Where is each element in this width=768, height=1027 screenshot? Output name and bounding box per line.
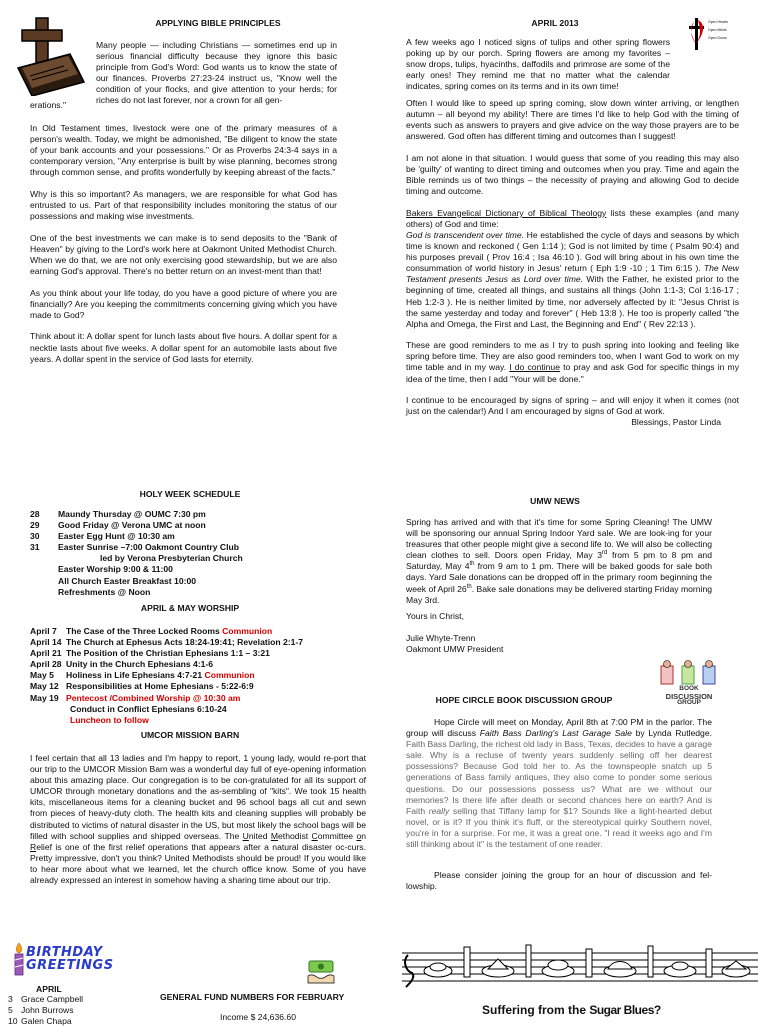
dessert-border-icon xyxy=(402,943,758,993)
worship-date: May 12 xyxy=(30,681,59,692)
holy-week-event: Easter Sunrise –7:00 Oakmont Country Club xyxy=(58,542,239,553)
worship-row xyxy=(30,659,360,670)
worship-row xyxy=(30,681,360,692)
birthday-banner xyxy=(26,946,146,972)
logo-slogans xyxy=(708,18,728,42)
sugar-title-b: Sugar Blues xyxy=(589,1003,654,1017)
book-discussion-logo xyxy=(658,660,720,706)
umcor-u: R xyxy=(30,841,37,852)
hope-p1 xyxy=(406,717,712,850)
umcor-body-b: elief is one of the first relief operations that appears after a natural disaster oc-curs. Pretty impressive, don't you think? United Methodists should be proud! If you would like to hear more about what we learned, let the church office know. Some of you have already expressed an interest in somehow having a sharing time about our trip. xyxy=(30,841,366,886)
fund-income: Income $ 24,636.60 xyxy=(220,1012,296,1022)
umcor-u: C xyxy=(311,830,318,841)
book-title: Faith Bass Darling's Last Garage Sale xyxy=(479,728,632,739)
bible-p2: In Old Testament times, livestock were one of the primary measures of a person's wealth. Today, we might be admonished, "Be diligent to know the state of your bank accounts and your possessions." Or as Proverbs 24:3-4 says in a contemporary version, "Any enterprise is built by wise planning, becomes strong through common sense, and profits wonderfully by keeping abreast of the facts." xyxy=(30,123,337,178)
worship-row xyxy=(30,626,360,637)
april-p5-b: to pray and ask God for specific things in my idea of the time, then I add "Your will be done." xyxy=(406,362,740,384)
book-logo-line-3: GROUP xyxy=(677,699,701,706)
april-p4-italic: God is transcendent over time. xyxy=(406,229,524,240)
birthday-row xyxy=(8,1005,128,1016)
birthday-row xyxy=(8,994,128,1005)
holy-week-row xyxy=(30,542,350,553)
umw-closing: Yours in Christ, xyxy=(406,611,464,621)
holy-week-cont-1: led by Verona Presbyterian Church xyxy=(100,553,243,564)
worship-sermon: The Case of the Three Locked Rooms xyxy=(66,626,223,636)
dictionary-title: Bakers Evangelical Dictionary of Biblical Theology xyxy=(406,207,607,218)
worship-date: April 14 xyxy=(30,637,62,648)
worship-date: April 28 xyxy=(30,659,62,670)
april-signoff: Blessings, Pastor Linda xyxy=(631,417,721,428)
holy-week-cont-3: All Church Easter Breakfast 10:00 xyxy=(58,575,197,586)
book-logo-text xyxy=(658,686,720,707)
worship-sermon: Unity in the Church Ephesians 4:1-6 xyxy=(66,659,214,670)
holy-week-event: Easter Egg Hunt @ 10:30 am xyxy=(58,531,175,542)
hope-p1-a: Hope Circle will meet on Monday, April 8th at 7:00 PM in the parlor. The group will discuss xyxy=(406,717,712,739)
umcor-t: ommittee xyxy=(317,830,357,841)
holy-week-row xyxy=(30,520,350,531)
cross-flame-logo xyxy=(686,14,736,54)
bible-p4: One of the best investments we can make is to send deposits to the "Bank of Heaven" by giving to the Lord's work here at Oakmont United Methodist Church. When we do that, we are not only exercising good stewardship, but we are also earning God's approval. There's no better return on an invest-ment than that! xyxy=(30,232,337,277)
umcor-u: M xyxy=(270,830,279,841)
birthday-list xyxy=(8,994,128,1027)
money-hands-icon xyxy=(306,958,336,984)
bible-p6: Think about it: A dollar spent for lunch lasts about five hours. A dollar spent for a necktie lasts about five weeks. A dollar spent for an automobile lasts about five years. A dollar spent in the service of God lasts for eternity. xyxy=(30,331,337,364)
worship-sermon: The Church at Ephesus Acts 18:24-19:41; Revelation 2:1-7 xyxy=(66,637,304,648)
holy-week-date: 28 xyxy=(30,509,40,519)
worship-date: May 19 xyxy=(30,692,59,703)
holy-week-list xyxy=(30,509,350,598)
april-p4-body: He established the cycle of days and seasons by which time is known and reckoned ( Gen 1:14 ); God is not limited by time ( Psalm 90:4) and his purposes prevail ( Prov 16:4 ; Isa 46:10 ). God will bring about in his own time the consummation of world history in Jesus' return ( Eph 1:9 -10 ; 1 Tim 6:15 ). xyxy=(406,229,739,274)
holy-week-date: 29 xyxy=(30,520,40,531)
worship-sermon: Holiness in Life Ephesians 4:7-21 xyxy=(66,670,205,681)
bible-intro-end: erations." xyxy=(30,100,67,110)
bible-p3: Why is this so important? As managers, we are responsible for what God has entrusted to us. Part of that responsibility includes monitoring the status of our possessions and making wise investments. xyxy=(30,188,337,222)
umcor-body xyxy=(30,753,366,886)
umw-body xyxy=(406,517,712,606)
april-body xyxy=(406,98,739,428)
logo-slogan-2: Open Minds xyxy=(708,28,727,32)
hope-p1-b: by Lynda Rutledge. xyxy=(631,728,712,739)
april-p4 xyxy=(406,208,739,330)
worship-note: Communion xyxy=(204,670,255,681)
holy-week-event: Maundy Thursday @ OUMC 7:30 pm xyxy=(58,509,206,519)
worship-sermon: The Position of the Christian Ephesians 1:1 – 3:21 xyxy=(66,648,270,659)
umw-role: Oakmont UMW President xyxy=(406,644,504,655)
april-p6: I continue to be encouraged by signs of spring – and will enjoy it when it comes (not just on the calendar!) And I am encouraged by signs of God at work. xyxy=(406,395,739,417)
holy-week-date: 30 xyxy=(30,531,40,542)
april-p5 xyxy=(406,340,739,384)
worship-date: April 7 xyxy=(30,626,57,636)
birthday-banner-line-1: BIRTHDAY xyxy=(26,945,103,960)
umcor-t: nited xyxy=(248,830,271,841)
april-p4-body2: With the Father, he existed prior to the beginning of time, created all things, and sustains all things (John 1:1-3; Col 1:16-17 ; Heb 1:2-3 ). He is neither limited by time, nor adversely affected by it: "Jesus Christ is the same yesterday and today and forever" ( Heb 13:8 ). He too is properly called "the Alpha and Omega, the First and Last, the Beginning and End" ( Rev 22:13 ). xyxy=(406,274,739,329)
sugar-blues-title xyxy=(482,1003,742,1017)
umw-body-d: . Bake sale donations may be delivered starting Friday morning May 3rd. xyxy=(406,583,712,605)
april-p5-a: These are good reminders to me as I try to push spring into looking and feeling like spring before time. They are also good reminders too, when I want God to work on my time table and in my way. xyxy=(406,340,739,373)
worship-row xyxy=(30,693,360,704)
april-p1: A few weeks ago I noticed signs of tulips and other spring flowers poking up by our porch. Spring flowers are among my favorites – snow drops, tulips, hyacinths, daffodils and primrose are some of the early ones! They remind me that no matter what the calendar indicates, spring comes on its terms and in its own time! xyxy=(406,37,670,92)
umw-name: Julie Whyte-Trenn xyxy=(406,633,476,643)
birthday-day: 10 xyxy=(8,1016,18,1027)
april-p2: Often I would like to speed up spring coming, slow down winter arriving, or lengthen autumn – all beyond my ability! There are times I'd like to help God with the timing of events such as answers to prayers and give advice on the way those prayers are to be answered. God often has different timing and outcomes than I suggest! xyxy=(406,98,739,142)
sugar-title-c: ? xyxy=(653,1003,662,1017)
birthday-name: Grace Campbell xyxy=(21,994,84,1004)
worship-pentecost: Pentecost /Combined Worship @ 10:30 am xyxy=(66,692,241,703)
umcor-t: ethodist xyxy=(278,830,312,841)
worship-title: APRIL & MAY WORSHIP xyxy=(140,603,240,613)
worship-luncheon: Luncheon to follow xyxy=(70,714,149,725)
worship-row xyxy=(30,648,360,659)
birthday-row xyxy=(8,1016,128,1027)
birthday-month: APRIL xyxy=(36,984,62,994)
book-logo-line-2: DISCUSSION xyxy=(665,691,713,701)
hope-synopsis-a: Faith Bass Darling, the richest old lady in Bass, Texas, decides to have a garage sale. Why is a recluse of twenty years suddenly selling off her dearest possessions? Because God told her to. As the townspeople snatch up 5 generations of Bass family antiques, they also come to ponder some serious questions. Do our possessions possess us? What are we without our memories? Is there life after death or second chances here on earth? And is Faith xyxy=(406,739,712,816)
april-title: APRIL 2013 xyxy=(531,18,579,28)
umcor-title: UMCOR MISSION BARN xyxy=(140,730,240,740)
birthday-day: 3 xyxy=(8,994,13,1004)
umcor-body-a: I feel certain that all 13 ladies and I'm happy to report, 1 young lady, would re-port that our trip to the UMCOR Mission Barn was a wonderful day full of eye-opening information about this amazing place. Our congregation is to be con-gratulated for all its support of UMCOR through monetary donations and the as-sembling of "kits". We took 15 health kits, miscellaneous items for a cleaning bucket and 96 school bags all cut and sewn from pieces of heavy-duty cloth. The health kits and cleaning supplies will probably be distributed to victims of natural disaster in the US, but most likely the school bags will be filled with school supplies and shipped overseas. The xyxy=(30,753,366,841)
umcor-u: o xyxy=(356,830,362,841)
umw-body-a: Spring has arrived and with that it's time for some Spring Cleaning! The UMW will be sponsoring our annual Spring Indoor Yard sale. We are look-ing for your treasures that other people might give a second life to. We will also be collecting clean clothes to sell. Doors open Friday, May 3 xyxy=(406,517,712,561)
fund-title: GENERAL FUND NUMBERS FOR FEBRUARY xyxy=(160,992,345,1002)
april-p4-lead: lists these examples (and many others) of God and time: xyxy=(406,207,739,229)
worship-note: Communion xyxy=(222,626,273,636)
worship-sermon: Responsibilities at Home Ephesians - 5:22-6:9 xyxy=(66,681,254,692)
umw-body-b: from 5 pm to 8 pm and Saturday, May 4 xyxy=(406,550,712,572)
birthday-day: 5 xyxy=(8,1005,13,1016)
sugar-title-a: Suffering from the xyxy=(482,1003,590,1017)
umw-title: UMW NEWS xyxy=(530,496,580,506)
umw-signature xyxy=(406,633,706,655)
april-p5-underline: I do continue xyxy=(509,362,560,373)
umw-sup: rd xyxy=(602,550,608,557)
logo-slogan-3: Open Doors xyxy=(708,36,727,40)
bible-intro: Many people — including Christians — sometimes end up in serious financial difficulty because they ignore this basic principle from God's Word: God wants us to know the state of our finances. Proverbs 27:23-24 instruct us, "Know well the condition of your flocks, and give attention to your herds; for riches do not last forever, nor a crown for all gen- xyxy=(96,40,337,106)
april-p3: I am not alone in that situation. I would guess that some of you reading this may also be 'guilty' of wanting to direct timing and outcomes when you pray. Time and again the Bible reminds us of two things – the necessity of praying and allowing God to decide timing and outcome. xyxy=(406,152,739,197)
holy-week-row xyxy=(30,509,350,520)
holy-week-title: HOLY WEEK SCHEDULE xyxy=(139,489,241,499)
birthday-candle-icon xyxy=(12,942,26,976)
birthday-banner-line-2: GREETINGS xyxy=(26,958,114,973)
birthday-name: John Burrows xyxy=(21,1005,74,1016)
umw-sup: th xyxy=(466,583,472,590)
holy-week-row xyxy=(30,531,350,542)
worship-date: April 21 xyxy=(30,648,62,659)
bible-p5: As you think about your life today, do you have a good picture of where you are financially? Are you keeping the commitments concerning giving which you have made to God? xyxy=(30,287,337,320)
umcor-t: n xyxy=(361,830,366,841)
holy-week-date: 31 xyxy=(30,542,40,553)
holy-week-event: Good Friday @ Verona UMC at noon xyxy=(58,520,206,531)
hope-synopsis-b: selling that Tiffany lamp for $1? Sounds like a light-hearted debut novel, or is it? If you think it's fluff, or the stereotypical quirky Southern novel, you're in for a surprise. For me, it was a great one. "I read it weeks ago and I'm still thinking about it" is the testament of one reader. xyxy=(406,805,713,850)
umw-body-c: from 9 am to 1 pm. There will be baked goods for sale both days. Yard Sale donations can be dropped off in the primary room beginning the week of April 26 xyxy=(406,561,712,594)
hope-p2: Please consider joining the group for an hour of discussion and fel-lowship. xyxy=(406,870,712,892)
april-p4-italic2: The New Testament presents Jesus as Lord over time. xyxy=(406,263,739,285)
holy-week-cont-2: Easter Worship 9:00 & 11:00 xyxy=(58,564,173,575)
book-logo-line-1: BOOK xyxy=(679,685,699,692)
worship-list xyxy=(30,626,360,726)
hope-synopsis-italic: really xyxy=(428,805,450,816)
umw-sup: th xyxy=(469,561,475,568)
bible-body xyxy=(30,123,337,375)
bible-title: APPLYING BIBLE PRINCIPLES xyxy=(155,18,281,28)
worship-row xyxy=(30,637,360,648)
holy-week-cont-4: Refreshments @ Noon xyxy=(58,586,151,597)
worship-may19-sermon: Conduct in Conflict Ephesians 6:10-24 xyxy=(70,703,227,714)
hope-title: HOPE CIRCLE BOOK DISCUSSION GROUP xyxy=(435,695,613,705)
worship-date: May 5 xyxy=(30,670,54,681)
birthday-name: Galen Chapa xyxy=(21,1016,72,1027)
worship-row xyxy=(30,670,360,681)
umcor-u: U xyxy=(242,830,249,841)
logo-slogan-1: Open Hearts xyxy=(708,20,728,24)
